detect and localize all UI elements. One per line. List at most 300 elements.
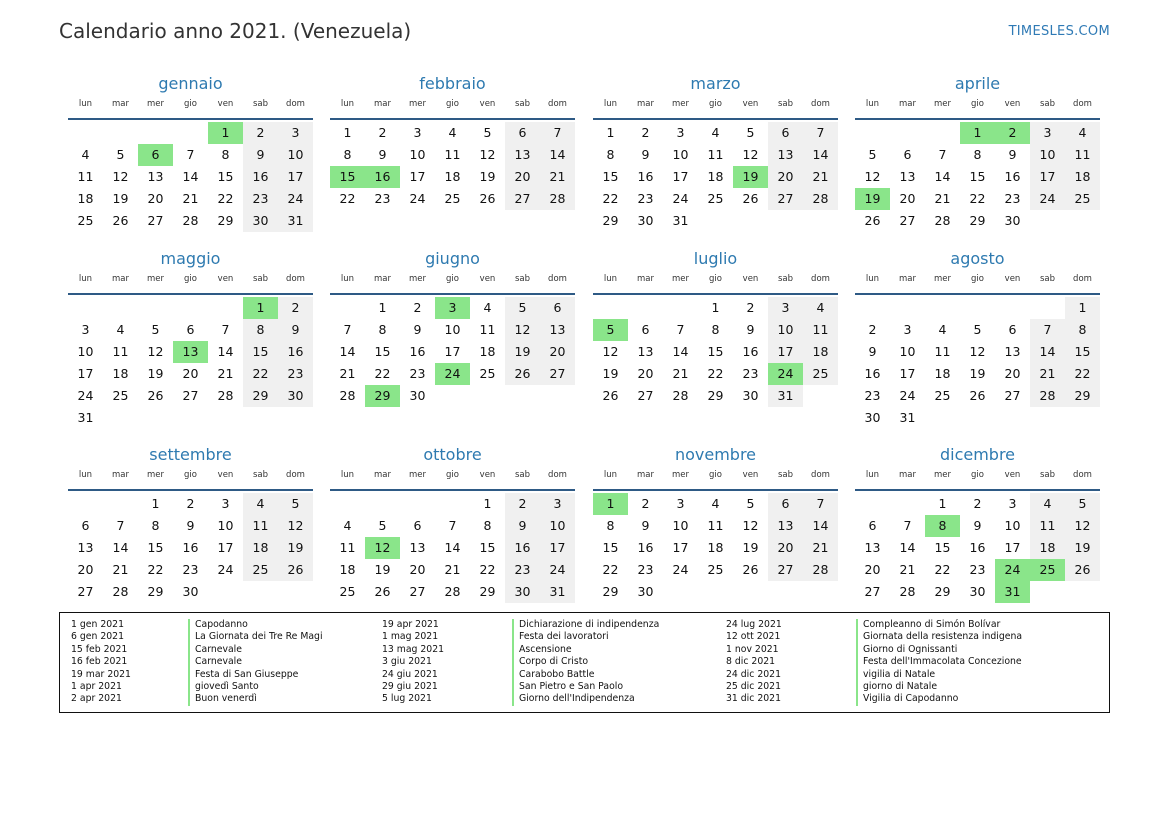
day-cell: 17 bbox=[444, 344, 461, 359]
day-cell: 3 bbox=[540, 493, 575, 515]
day-cell: 17 bbox=[1030, 166, 1065, 188]
day-cell: 26 bbox=[278, 559, 313, 581]
day-cell: 26 bbox=[112, 213, 129, 228]
day-cell: 21 bbox=[1030, 363, 1065, 385]
month-settembre bbox=[68, 444, 313, 603]
day-cell: 12 bbox=[969, 344, 986, 359]
day-cell: 1 bbox=[1065, 297, 1100, 319]
brand-link[interactable]: TIMESLES.COM bbox=[1008, 24, 1110, 39]
weekday-label: mer bbox=[671, 274, 689, 284]
weekday-label: mar bbox=[637, 274, 654, 284]
month-title: novembre bbox=[674, 445, 757, 464]
day-cell: 25 bbox=[707, 562, 724, 577]
day-cell: 9 bbox=[378, 147, 387, 162]
day-cell: 7 bbox=[343, 322, 352, 337]
day-cell: 18 bbox=[803, 341, 838, 363]
day-cell: 12 bbox=[278, 515, 313, 537]
holiday-date: 19 apr 2021 bbox=[382, 619, 439, 630]
day-cell: 18 bbox=[1030, 537, 1065, 559]
weekday-label: gio bbox=[446, 274, 459, 284]
day-cell: 23 bbox=[278, 363, 313, 385]
day-cell: 29 bbox=[934, 584, 951, 599]
day-cell: 24 bbox=[540, 559, 575, 581]
day-cell: 19 bbox=[278, 537, 313, 559]
day-cell: 15 bbox=[969, 169, 986, 184]
day-cell: 8 bbox=[1065, 319, 1100, 341]
weekday-label: dom bbox=[286, 99, 305, 109]
day-cell: 1 bbox=[483, 496, 492, 511]
day-cell: 23 bbox=[505, 559, 540, 581]
weekday-label: mer bbox=[408, 274, 426, 284]
weekday-label: gio bbox=[709, 99, 722, 109]
day-cell: 28 bbox=[672, 388, 689, 403]
day-grid bbox=[330, 493, 575, 603]
holiday-day-cell: 12 bbox=[365, 537, 400, 559]
weekday-label: gio bbox=[446, 99, 459, 109]
day-grid bbox=[68, 297, 313, 429]
month-febbraio bbox=[330, 73, 575, 210]
day-cell: 30 bbox=[637, 213, 654, 228]
day-cell: 12 bbox=[864, 169, 881, 184]
weekday-label: mer bbox=[671, 470, 689, 480]
day-cell: 22 bbox=[374, 366, 391, 381]
holiday-name: Carnevale bbox=[195, 656, 242, 668]
day-cell: 5 bbox=[483, 125, 492, 140]
day-cell: 18 bbox=[707, 169, 724, 184]
weekday-label: dom bbox=[811, 99, 830, 109]
day-cell: 29 bbox=[969, 213, 986, 228]
holiday-date: 2 apr 2021 bbox=[71, 693, 122, 705]
weekday-header bbox=[330, 273, 575, 295]
month-marzo bbox=[593, 73, 838, 232]
day-cell: 10 bbox=[409, 147, 426, 162]
weekday-header bbox=[593, 273, 838, 295]
day-cell: 19 bbox=[1065, 537, 1100, 559]
weekday-label: mer bbox=[933, 99, 951, 109]
day-cell: 1 bbox=[938, 496, 947, 511]
day-cell: 22 bbox=[339, 191, 356, 206]
day-cell: 17 bbox=[899, 366, 916, 381]
weekday-label: ven bbox=[742, 99, 759, 109]
holiday-name: Carnevale bbox=[195, 643, 242, 655]
day-cell: 5 bbox=[278, 493, 313, 515]
month-ottobre bbox=[330, 444, 575, 603]
day-cell: 3 bbox=[278, 122, 313, 144]
holiday-name: Compleanno di Simón Bolívar bbox=[863, 619, 1001, 630]
day-grid bbox=[855, 493, 1100, 603]
day-cell: 2 bbox=[641, 496, 650, 511]
day-cell: 17 bbox=[217, 540, 234, 555]
day-cell: 27 bbox=[77, 584, 94, 599]
day-cell: 6 bbox=[903, 147, 912, 162]
day-cell: 8 bbox=[606, 518, 615, 533]
day-cell: 21 bbox=[540, 166, 575, 188]
day-cell: 13 bbox=[77, 540, 94, 555]
weekday-label: lun bbox=[340, 274, 355, 284]
weekday-label: mar bbox=[899, 470, 916, 480]
day-cell: 19 bbox=[374, 562, 391, 577]
day-cell: 10 bbox=[1004, 518, 1021, 533]
day-cell: 25 bbox=[1065, 188, 1100, 210]
holiday-name: Giornata della resistenza indigena bbox=[863, 631, 1023, 643]
day-cell: 7 bbox=[803, 493, 838, 515]
day-cell: 17 bbox=[278, 166, 313, 188]
weekday-label: lun bbox=[78, 470, 93, 480]
day-cell: 10 bbox=[278, 144, 313, 166]
day-cell: 24 bbox=[672, 191, 689, 206]
day-cell: 31 bbox=[77, 410, 94, 425]
day-cell: 3 bbox=[81, 322, 90, 337]
day-cell: 17 bbox=[540, 537, 575, 559]
day-cell: 12 bbox=[1065, 515, 1100, 537]
month-title: maggio bbox=[160, 249, 221, 268]
day-cell: 21 bbox=[182, 191, 199, 206]
day-cell: 26 bbox=[374, 584, 391, 599]
day-cell: 23 bbox=[374, 191, 391, 206]
day-cell: 5 bbox=[505, 297, 540, 319]
weekday-label: lun bbox=[340, 99, 355, 109]
holiday-name: Festa di San Giuseppe bbox=[195, 668, 299, 680]
weekday-label: sab bbox=[1039, 99, 1056, 109]
weekday-label: dom bbox=[548, 470, 567, 480]
holiday-day-cell: 24 bbox=[995, 559, 1030, 581]
holiday-name: Festa dei lavoratori bbox=[519, 631, 609, 643]
day-cell: 27 bbox=[1004, 388, 1021, 403]
day-cell: 4 bbox=[343, 518, 352, 533]
day-cell: 3 bbox=[903, 322, 912, 337]
weekday-label: sab bbox=[514, 99, 531, 109]
weekday-label: dom bbox=[1073, 470, 1092, 480]
day-cell: 19 bbox=[505, 341, 540, 363]
day-cell: 20 bbox=[637, 366, 654, 381]
holiday-day-cell: 25 bbox=[1030, 559, 1065, 581]
day-cell: 8 bbox=[221, 147, 230, 162]
day-cell: 25 bbox=[444, 191, 461, 206]
weekday-label: lun bbox=[865, 470, 880, 480]
day-cell: 30 bbox=[243, 210, 278, 232]
day-cell: 17 bbox=[409, 169, 426, 184]
day-cell: 10 bbox=[672, 518, 689, 533]
weekday-label: ven bbox=[217, 99, 234, 109]
day-cell: 8 bbox=[973, 147, 982, 162]
month-title: gennaio bbox=[158, 74, 223, 93]
day-cell: 11 bbox=[243, 515, 278, 537]
day-cell: 5 bbox=[973, 322, 982, 337]
day-cell: 22 bbox=[147, 562, 164, 577]
weekday-label: mer bbox=[146, 99, 164, 109]
day-cell: 18 bbox=[479, 344, 496, 359]
day-cell: 6 bbox=[540, 297, 575, 319]
holiday-name: Buon venerdì bbox=[195, 693, 257, 705]
day-cell: 14 bbox=[899, 540, 916, 555]
day-cell: 18 bbox=[1065, 166, 1100, 188]
day-cell: 21 bbox=[899, 562, 916, 577]
day-cell: 4 bbox=[1065, 122, 1100, 144]
day-cell: 13 bbox=[409, 540, 426, 555]
day-cell: 20 bbox=[505, 166, 540, 188]
day-cell: 12 bbox=[147, 344, 164, 359]
day-cell: 21 bbox=[803, 166, 838, 188]
day-cell: 16 bbox=[278, 341, 313, 363]
day-cell: 25 bbox=[77, 213, 94, 228]
day-cell: 4 bbox=[711, 496, 720, 511]
day-cell: 31 bbox=[899, 410, 916, 425]
day-cell: 24 bbox=[672, 562, 689, 577]
holiday-date: 5 lug 2021 bbox=[382, 693, 432, 705]
day-cell: 21 bbox=[672, 366, 689, 381]
legend-names-col-1 bbox=[188, 619, 323, 706]
day-cell: 20 bbox=[864, 562, 881, 577]
day-cell: 16 bbox=[409, 344, 426, 359]
day-cell: 13 bbox=[768, 515, 803, 537]
weekday-label: gio bbox=[446, 470, 459, 480]
day-cell: 10 bbox=[1030, 144, 1065, 166]
day-cell: 12 bbox=[505, 319, 540, 341]
day-cell: 22 bbox=[243, 363, 278, 385]
day-cell: 3 bbox=[1008, 496, 1017, 511]
day-cell: 30 bbox=[278, 385, 313, 407]
day-cell: 21 bbox=[803, 537, 838, 559]
day-cell: 26 bbox=[505, 363, 540, 385]
day-cell: 18 bbox=[243, 537, 278, 559]
weekday-label: dom bbox=[286, 470, 305, 480]
month-luglio bbox=[593, 248, 838, 407]
day-cell: 14 bbox=[112, 540, 129, 555]
day-cell: 1 bbox=[378, 300, 387, 315]
day-cell: 7 bbox=[903, 518, 912, 533]
day-cell: 31 bbox=[540, 581, 575, 603]
weekday-label: sab bbox=[777, 274, 794, 284]
day-cell: 22 bbox=[969, 191, 986, 206]
day-cell: 10 bbox=[444, 322, 461, 337]
weekday-label: lun bbox=[603, 99, 618, 109]
weekday-header bbox=[68, 469, 313, 491]
day-cell: 28 bbox=[217, 388, 234, 403]
holiday-day-cell: 19 bbox=[733, 166, 768, 188]
day-cell: 25 bbox=[707, 191, 724, 206]
month-title: dicembre bbox=[939, 445, 1016, 464]
day-grid bbox=[68, 122, 313, 232]
day-cell: 28 bbox=[803, 559, 838, 581]
day-cell: 22 bbox=[602, 191, 619, 206]
day-cell: 6 bbox=[641, 322, 650, 337]
day-cell: 21 bbox=[444, 562, 461, 577]
weekday-label: mar bbox=[374, 470, 391, 480]
day-cell: 23 bbox=[637, 191, 654, 206]
month-novembre bbox=[593, 444, 838, 603]
day-cell: 20 bbox=[77, 562, 94, 577]
day-cell: 16 bbox=[742, 344, 759, 359]
day-cell: 20 bbox=[409, 562, 426, 577]
day-grid bbox=[855, 297, 1100, 429]
day-cell: 11 bbox=[444, 147, 461, 162]
weekday-label: mar bbox=[637, 99, 654, 109]
day-cell: 4 bbox=[243, 493, 278, 515]
day-cell: 13 bbox=[1004, 344, 1021, 359]
day-cell: 9 bbox=[1008, 147, 1017, 162]
day-cell: 26 bbox=[1065, 559, 1100, 581]
day-cell: 7 bbox=[676, 322, 685, 337]
day-cell: 22 bbox=[1065, 363, 1100, 385]
holiday-name: Dichiarazione di indipendenza bbox=[519, 619, 660, 630]
day-cell: 4 bbox=[483, 300, 492, 315]
weekday-label: ven bbox=[479, 99, 496, 109]
weekday-label: dom bbox=[548, 274, 567, 284]
day-cell: 30 bbox=[864, 410, 881, 425]
day-cell: 14 bbox=[672, 344, 689, 359]
day-cell: 28 bbox=[1030, 385, 1065, 407]
day-cell: 2 bbox=[973, 496, 982, 511]
day-cell: 10 bbox=[672, 147, 689, 162]
day-cell: 4 bbox=[711, 125, 720, 140]
weekday-label: lun bbox=[865, 99, 880, 109]
day-cell: 15 bbox=[707, 344, 724, 359]
day-cell: 29 bbox=[217, 213, 234, 228]
holiday-date: 25 dic 2021 bbox=[726, 680, 781, 692]
weekday-label: gio bbox=[971, 470, 984, 480]
weekday-label: ven bbox=[217, 274, 234, 284]
day-cell: 5 bbox=[1065, 493, 1100, 515]
day-cell: 23 bbox=[243, 188, 278, 210]
day-cell: 18 bbox=[444, 169, 461, 184]
day-cell: 26 bbox=[147, 388, 164, 403]
day-cell: 2 bbox=[868, 322, 877, 337]
holiday-date: 24 dic 2021 bbox=[726, 668, 781, 680]
day-cell: 8 bbox=[343, 147, 352, 162]
day-cell: 27 bbox=[899, 213, 916, 228]
day-cell: 4 bbox=[938, 322, 947, 337]
holiday-day-cell: 16 bbox=[365, 166, 400, 188]
day-cell: 13 bbox=[147, 169, 164, 184]
day-cell: 24 bbox=[899, 388, 916, 403]
holiday-day-cell: 19 bbox=[855, 188, 890, 210]
day-grid bbox=[855, 122, 1100, 232]
day-cell: 28 bbox=[899, 584, 916, 599]
day-cell: 27 bbox=[409, 584, 426, 599]
day-grid bbox=[68, 493, 313, 603]
day-grid bbox=[330, 297, 575, 407]
day-cell: 11 bbox=[112, 344, 129, 359]
day-cell: 15 bbox=[374, 344, 391, 359]
day-cell: 15 bbox=[1065, 341, 1100, 363]
holiday-name: giovedì Santo bbox=[195, 680, 259, 692]
holiday-day-cell: 13 bbox=[173, 341, 208, 363]
day-cell: 15 bbox=[243, 341, 278, 363]
day-cell: 14 bbox=[444, 540, 461, 555]
day-cell: 25 bbox=[112, 388, 129, 403]
day-cell: 23 bbox=[182, 562, 199, 577]
day-cell: 6 bbox=[413, 518, 422, 533]
day-cell: 4 bbox=[448, 125, 457, 140]
month-aprile bbox=[855, 73, 1100, 232]
holiday-date: 1 nov 2021 bbox=[726, 643, 779, 655]
day-cell: 19 bbox=[479, 169, 496, 184]
day-cell: 24 bbox=[77, 388, 94, 403]
day-cell: 15 bbox=[147, 540, 164, 555]
day-cell: 30 bbox=[505, 581, 540, 603]
day-cell: 16 bbox=[637, 540, 654, 555]
holiday-date: 24 giu 2021 bbox=[382, 668, 438, 680]
weekday-label: lun bbox=[340, 470, 355, 480]
weekday-label: gio bbox=[184, 470, 197, 480]
day-cell: 12 bbox=[742, 147, 759, 162]
weekday-label: lun bbox=[603, 470, 618, 480]
day-cell: 10 bbox=[540, 515, 575, 537]
legend-dates-col-2 bbox=[382, 619, 444, 706]
holiday-name: Capodanno bbox=[195, 619, 248, 630]
day-cell: 9 bbox=[278, 319, 313, 341]
legend-names-col-2 bbox=[512, 619, 659, 706]
weekday-label: mar bbox=[112, 274, 129, 284]
holiday-day-cell: 24 bbox=[768, 363, 803, 385]
day-cell: 9 bbox=[641, 518, 650, 533]
month-title: aprile bbox=[954, 74, 1001, 93]
day-cell: 20 bbox=[768, 537, 803, 559]
weekday-label: lun bbox=[78, 99, 93, 109]
day-cell: 16 bbox=[182, 540, 199, 555]
day-cell: 21 bbox=[934, 191, 951, 206]
day-cell: 2 bbox=[186, 496, 195, 511]
holiday-legend bbox=[59, 612, 1110, 713]
day-cell: 14 bbox=[1030, 341, 1065, 363]
holiday-day-cell: 6 bbox=[138, 144, 173, 166]
day-cell: 3 bbox=[768, 297, 803, 319]
day-cell: 23 bbox=[637, 562, 654, 577]
weekday-label: mar bbox=[899, 274, 916, 284]
weekday-label: mer bbox=[146, 470, 164, 480]
weekday-label: sab bbox=[514, 470, 531, 480]
month-title: giugno bbox=[425, 249, 480, 268]
weekday-label: sab bbox=[1039, 470, 1056, 480]
weekday-label: mar bbox=[374, 274, 391, 284]
day-cell: 11 bbox=[707, 518, 724, 533]
weekday-label: dom bbox=[286, 274, 305, 284]
day-cell: 18 bbox=[77, 191, 94, 206]
weekday-label: mer bbox=[933, 274, 951, 284]
day-cell: 18 bbox=[339, 562, 356, 577]
holiday-date: 31 dic 2021 bbox=[726, 693, 781, 705]
holiday-date: 16 feb 2021 bbox=[71, 656, 128, 668]
day-cell: 6 bbox=[186, 322, 195, 337]
day-cell: 22 bbox=[479, 562, 496, 577]
day-cell: 9 bbox=[505, 515, 540, 537]
day-cell: 27 bbox=[147, 213, 164, 228]
day-cell: 30 bbox=[182, 584, 199, 599]
holiday-name: Giorno di Ognissanti bbox=[863, 643, 958, 655]
month-title: marzo bbox=[690, 74, 741, 93]
weekday-label: ven bbox=[217, 470, 234, 480]
holiday-day-cell: 1 bbox=[208, 122, 243, 144]
day-cell: 30 bbox=[409, 388, 426, 403]
day-cell: 16 bbox=[243, 166, 278, 188]
day-cell: 27 bbox=[768, 188, 803, 210]
day-cell: 14 bbox=[182, 169, 199, 184]
holiday-date: 1 gen 2021 bbox=[71, 619, 124, 630]
day-cell: 29 bbox=[243, 385, 278, 407]
day-cell: 29 bbox=[479, 584, 496, 599]
day-cell: 8 bbox=[378, 322, 387, 337]
day-cell: 5 bbox=[151, 322, 160, 337]
day-cell: 7 bbox=[540, 122, 575, 144]
day-cell: 26 bbox=[742, 191, 759, 206]
day-cell: 5 bbox=[378, 518, 387, 533]
day-cell: 5 bbox=[116, 147, 125, 162]
day-cell: 3 bbox=[1030, 122, 1065, 144]
day-cell: 27 bbox=[505, 188, 540, 210]
month-title: agosto bbox=[950, 249, 1005, 268]
day-grid bbox=[593, 493, 838, 603]
day-cell: 26 bbox=[742, 562, 759, 577]
